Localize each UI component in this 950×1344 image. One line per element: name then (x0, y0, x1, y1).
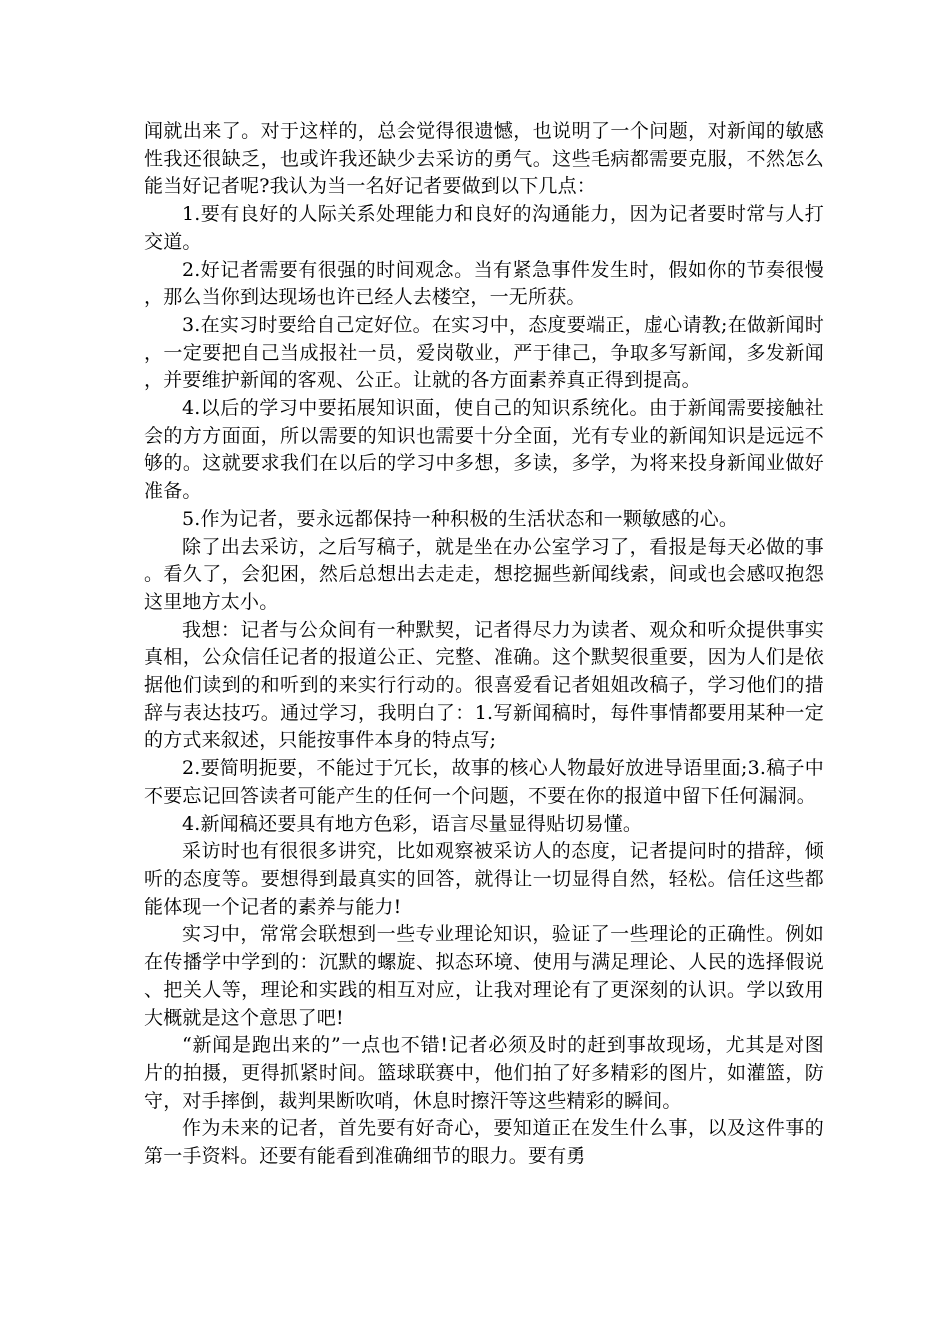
paragraph-12: 实习中，常常会联想到一些专业理论知识，验证了一些理论的正确性。例如在传播学中学到的：沉默的螺旋、拟态环境、使用与满足理论、人民的选择假说、把关人等，理论和实践的相互对应，让我对理论有了更深刻的认识。学以致用大概就是这个意思了吧! (144, 923, 824, 1029)
paragraph-14: 作为未来的记者，首先要有好奇心，要知道正在发生什么事，以及这件事的第一手资料。还要有能看到准确细节的眼力。要有勇 (144, 1117, 824, 1168)
paragraph-11: 采访时也有很很多讲究，比如观察被采访人的态度，记者提问时的措辞，倾听的态度等。要想得到最真实的回答，就得让一切显得自然，轻松。信任这些都能体现一个记者的素养与能力! (144, 840, 824, 918)
paragraph-9: 2.要简明扼要，不能过于冗长，故事的核心人物最好放进导语里面;3.稿子中不要忘记回答读者可能产生的任何一个问题，不要在你的报道中留下任何漏洞。 (144, 757, 824, 807)
paragraph-3: 2.好记者需要有很强的时间观念。当有紧急事件发生时，假如你的节奏很慢，那么当你到达现场也许已经人去楼空，一无所获。 (144, 258, 824, 309)
paragraph-6: 5.作为记者，要永远都保持一种积极的生活状态和一颗敏感的心。 (182, 507, 739, 530)
paragraph-7: 除了出去采访，之后写稿子，就是坐在办公室学习了，看报是每天必做的事。看久了，会犯困，然后总想出去走走，想挖掘些新闻线索，间或也会感叹抱怨这里地方太小。 (144, 535, 824, 613)
document-body (144, 118, 824, 1171)
paragraph-10: 4.新闻稿还要具有地方色彩，语言尽量显得贴切易懂。 (182, 812, 643, 835)
paragraph-4: 3.在实习时要给自己定好位。在实习中，态度要端正，虚心请教;在做新闻时，一定要把自己当成报社一员，爱岗敬业，严于律己，争取多写新闻，多发新闻，并要维护新闻的客观、公正。让就的各方面素养真正得到提高。 (144, 313, 824, 392)
paragraph-5: 4.以后的学习中要拓展知识面，使自己的知识系统化。由于新闻需要接触社会的方方面面，所以需要的知识也需要十分全面，光有专业的新闻知识是远远不够的。这就要求我们在以后的学习中多想，多读，多学，为将来投身新闻业做好准备。 (144, 397, 824, 503)
paragraph-13: “新闻是跑出来的”一点也不错!记者必须及时的赶到事故现场，尤其是对图片的拍摄，更得抓紧时间。篮球联赛中，他们拍了好多精彩的图片，如灌篮，防守，对手摔倒，裁判果断吹哨，休息时擦汗等这些精彩的瞬间。 (144, 1034, 824, 1112)
paragraph-2: 1.要有良好的人际关系处理能力和良好的沟通能力，因为记者要时常与人打交道。 (144, 203, 824, 253)
paragraph-1: 闻就出来了。对于这样的，总会觉得很遗憾，也说明了一个问题，对新闻的敏感性我还很缺乏，也或许我还缺少去采访的勇气。这些毛病都需要克服，不然怎么能当好记者呢?我认为当一名好记者要做到以下几点： (144, 120, 824, 198)
paragraph-8: 我想：记者与公众间有一种默契，记者得尽力为读者、观众和听众提供事实真相，公众信任记者的报道公正、完整、准确。这个默契很重要，因为人们是依据他们读到的和听到的来实行行动的。很喜爱看记者姐姐改稿子，学习他们的措辞与表达技巧。通过学习，我明白了：1.写新闻稿时，每件事情都要用某种一定的方式来叙述，只能按事件本身的特点写; (144, 618, 824, 752)
